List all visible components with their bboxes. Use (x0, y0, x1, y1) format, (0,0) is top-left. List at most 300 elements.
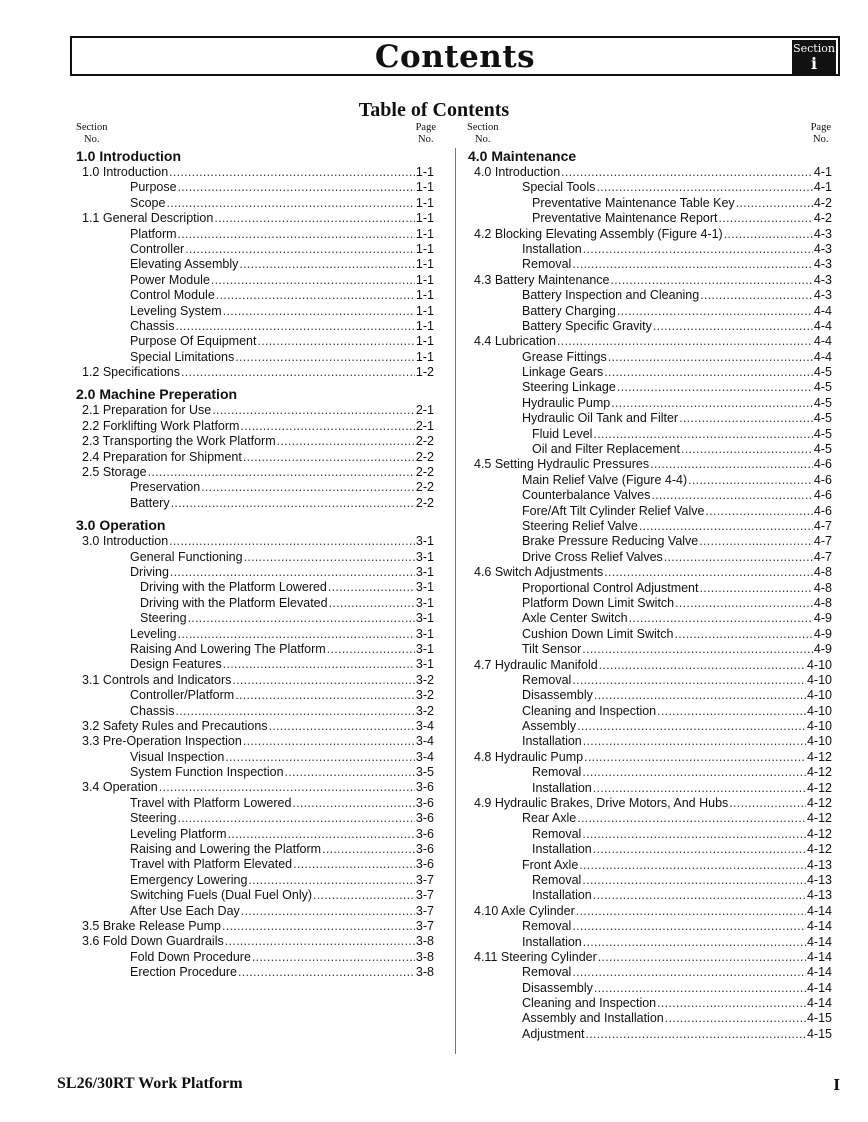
toc-entry-page: 1-1 (415, 257, 434, 272)
toc-entry[interactable] (466, 1011, 832, 1026)
toc-entry-page: 4-6 (813, 457, 832, 472)
toc-entry[interactable] (466, 380, 832, 395)
dot-leader (582, 873, 806, 888)
toc-entry-title: 4.9 Hydraulic Brakes, Drive Motors, And Hubs (474, 796, 729, 811)
toc-entry-title: Erection Procedure (130, 965, 238, 980)
toc-entry-title: 3.0 Introduction (82, 534, 169, 549)
toc-entry[interactable] (74, 965, 434, 980)
toc-entry[interactable] (74, 550, 434, 565)
dot-leader (593, 781, 806, 796)
toc-entry-page: 4-2 (813, 195, 832, 210)
toc-entry-title: Adjustment (522, 1026, 585, 1041)
toc-entry-page: 4-12 (806, 796, 832, 811)
dot-leader (239, 257, 415, 272)
toc-entry[interactable] (466, 411, 832, 426)
dot-leader (211, 273, 415, 288)
toc-entry-page: 4-6 (813, 488, 832, 503)
dot-leader (178, 227, 415, 242)
toc-entry[interactable] (74, 750, 434, 765)
toc-entry-page: 4-4 (813, 318, 832, 333)
toc-entry[interactable] (74, 288, 434, 303)
toc-entry-title: Chassis (130, 318, 175, 333)
toc-entry-page: 4-3 (813, 226, 832, 241)
dot-leader (700, 288, 813, 303)
toc-entry[interactable] (74, 904, 434, 919)
toc-entry-title: Steering Linkage (522, 380, 616, 395)
toc-entry[interactable] (74, 434, 434, 449)
toc-entry-page: 2-1 (415, 418, 434, 433)
toc-entry-title: Chassis (130, 703, 175, 718)
toc-entry[interactable] (74, 857, 434, 872)
toc-entry-page: 3-7 (415, 918, 434, 933)
toc-entry[interactable] (466, 257, 832, 272)
toc-entry-page: 4-12 (806, 780, 832, 795)
toc-entry[interactable] (466, 504, 832, 519)
toc-entry-page: 4-8 (813, 580, 832, 595)
toc-entry-page: 3-6 (415, 811, 434, 826)
toc-entry-page: 4-13 (806, 872, 832, 887)
dot-leader (329, 596, 415, 611)
dot-leader (593, 888, 806, 903)
toc-entry[interactable] (74, 934, 434, 949)
toc-entry[interactable] (466, 196, 832, 211)
toc-entry[interactable] (466, 473, 832, 488)
toc-entry[interactable] (466, 534, 832, 549)
dot-leader (653, 319, 813, 334)
toc-entry-page: 4-10 (806, 703, 832, 718)
toc-entry-title: Power Module (130, 272, 210, 287)
toc-entry-page: 1-1 (415, 303, 434, 318)
dot-leader (724, 227, 813, 242)
dot-leader (583, 734, 806, 749)
toc-entry-title: Raising And Lowering The Platform (130, 641, 326, 656)
toc-entry-title: Tilt Sensor (522, 642, 582, 657)
toc-entry-title: 3.3 Pre-Operation Inspection (82, 734, 242, 749)
toc-entry-title: Special Tools (522, 180, 596, 195)
toc-entry-page: 1-2 (415, 365, 434, 380)
toc-entry-page: 3-8 (415, 934, 434, 949)
dot-leader (557, 334, 813, 349)
toc-entry-page: 4-4 (813, 349, 832, 364)
dot-leader (561, 165, 813, 180)
toc-entry-page: 3-7 (415, 872, 434, 887)
toc-entry-page: 3-1 (415, 549, 434, 564)
page-number: I (833, 1075, 840, 1094)
dot-leader (238, 965, 415, 980)
toc-entry[interactable] (74, 165, 434, 180)
toc-entry[interactable] (74, 842, 434, 857)
toc-entry[interactable] (466, 750, 832, 765)
toc-entry[interactable] (466, 827, 832, 842)
toc-entry-page: 4-4 (813, 303, 832, 318)
toc-entry[interactable] (466, 211, 832, 226)
document-title: SL26/30RT Work Platform (57, 1075, 243, 1092)
toc-entry-page: 3-5 (415, 765, 434, 780)
toc-entry-title: Design Features (130, 657, 222, 672)
toc-entry[interactable] (466, 304, 832, 319)
toc-entry-title: Visual Inspection (130, 749, 225, 764)
dot-leader (679, 411, 813, 426)
toc-entry-title: After Use Each Day (130, 903, 240, 918)
toc-entry-title: 4.2 Blocking Elevating Assembly (Figure 4-1) (474, 226, 723, 241)
toc-entry[interactable] (466, 288, 832, 303)
toc-entry[interactable] (74, 827, 434, 842)
toc-entry-title: Fold Down Procedure (130, 949, 251, 964)
toc-entry[interactable] (74, 242, 434, 257)
toc-entry-title: Removal (522, 257, 572, 272)
dot-leader (681, 442, 813, 457)
toc-entry[interactable] (466, 642, 832, 657)
dot-leader (699, 581, 812, 596)
dot-leader (675, 596, 813, 611)
column-divider (455, 148, 456, 1054)
toc-entry-title: Drive Cross Relief Valves (522, 549, 663, 564)
toc-entry-page: 4-10 (806, 672, 832, 687)
toc-entry-title: Steering (130, 811, 177, 826)
toc-entry[interactable] (466, 904, 832, 919)
toc-entry[interactable] (74, 811, 434, 826)
toc-entry[interactable] (466, 673, 832, 688)
toc-entry[interactable] (466, 442, 832, 457)
toc-section-heading: 4.0 Maintenance (468, 148, 577, 164)
toc-entry-title: 4.4 Lubrication (474, 334, 557, 349)
dot-leader (178, 627, 415, 642)
toc-entry[interactable] (74, 180, 434, 195)
toc-left-column (74, 148, 434, 981)
toc-entry-page: 4-7 (813, 518, 832, 533)
toc-entry-title: Removal (532, 872, 582, 887)
toc-entry[interactable] (466, 396, 832, 411)
toc-entry-page: 4-12 (806, 826, 832, 841)
dot-leader (650, 457, 813, 472)
dot-leader (699, 534, 813, 549)
toc-entry[interactable] (466, 658, 832, 673)
dot-leader (572, 965, 806, 980)
toc-entry-page: 4-1 (813, 165, 832, 179)
toc-entry-title: Driving with the Platform Elevated (140, 595, 328, 610)
toc-entry-title: Hydraulic Oil Tank and Filter (522, 411, 679, 426)
toc-entry-title: Front Axle (522, 857, 579, 872)
dot-leader (243, 734, 415, 749)
toc-entry[interactable] (74, 534, 434, 549)
toc-entry-title: Control Module (130, 288, 215, 303)
toc-entry-title: Counterbalance Valves (522, 488, 651, 503)
toc-entry-title: Disassembly (522, 980, 593, 995)
toc-entry[interactable] (74, 211, 434, 226)
toc-title: Table of Contents (358, 99, 510, 121)
toc-entry[interactable] (74, 596, 434, 611)
toc-entry[interactable] (74, 796, 434, 811)
dot-leader (223, 304, 415, 319)
toc-entry[interactable] (74, 873, 434, 888)
dot-leader (729, 796, 806, 811)
toc-entry[interactable] (74, 304, 434, 319)
toc-entry-title: Disassembly (522, 688, 593, 703)
dot-leader (611, 396, 813, 411)
toc-entry[interactable] (466, 965, 832, 980)
toc-entry[interactable] (466, 227, 832, 242)
toc-entry[interactable] (74, 919, 434, 934)
toc-entry[interactable] (74, 450, 434, 465)
toc-entry-page: 3-6 (415, 795, 434, 810)
toc-entry[interactable] (74, 704, 434, 719)
toc-entry-page: 3-6 (415, 780, 434, 795)
page-no-header: Page No. (810, 122, 831, 145)
toc-entry[interactable] (466, 981, 832, 996)
toc-entry-title: 1.1 General Description (82, 211, 214, 226)
toc-entry-page: 3-4 (415, 718, 434, 733)
toc-entry-title: Battery Inspection and Cleaning (522, 288, 700, 303)
toc-entry-page: 4-10 (806, 734, 832, 749)
dot-leader (608, 350, 813, 365)
toc-entry-page: 4-10 (806, 719, 832, 734)
toc-entry[interactable] (74, 688, 434, 703)
toc-entry[interactable] (466, 919, 832, 934)
dot-leader (241, 904, 415, 919)
toc-entry-page: 4-15 (806, 1011, 832, 1026)
toc-entry[interactable] (466, 873, 832, 888)
toc-entry[interactable] (74, 257, 434, 272)
toc-entry[interactable] (466, 565, 832, 580)
toc-entry[interactable] (466, 734, 832, 749)
toc-entry[interactable] (74, 465, 434, 480)
toc-entry[interactable] (74, 734, 434, 749)
toc-entry-title: Assembly and Installation (522, 1011, 664, 1026)
dot-leader (665, 1011, 806, 1026)
toc-entry-title: 4.8 Hydraulic Pump (474, 749, 584, 764)
toc-entry[interactable] (74, 580, 434, 595)
toc-entry[interactable] (74, 657, 434, 672)
dot-leader (596, 180, 812, 195)
dot-leader (674, 627, 812, 642)
toc-entry-page: 3-1 (415, 641, 434, 656)
toc-entry[interactable] (74, 719, 434, 734)
toc-entry-page: 4-9 (813, 626, 832, 641)
toc-entry[interactable] (74, 673, 434, 688)
toc-entry[interactable] (74, 888, 434, 903)
toc-entry[interactable] (466, 242, 832, 257)
toc-entry-title: Battery Specific Gravity (522, 318, 652, 333)
toc-entry[interactable] (466, 796, 832, 811)
toc-entry[interactable] (466, 550, 832, 565)
toc-section-heading: 2.0 Machine Preperation (76, 386, 238, 403)
toc-entry[interactable] (466, 1027, 832, 1042)
toc-entry-title: Driving (130, 564, 169, 579)
toc-entry[interactable] (466, 765, 832, 780)
toc-entry[interactable] (466, 858, 832, 873)
toc-entry-title: Cleaning and Inspection (522, 703, 657, 718)
toc-entry[interactable] (466, 935, 832, 950)
toc-entry-title: Preventative Maintenance Table Key (532, 195, 735, 210)
dot-leader (579, 858, 806, 873)
dot-leader (244, 550, 415, 565)
toc-entry-title: Rear Axle (522, 811, 577, 826)
dot-leader (617, 380, 813, 395)
dot-leader (688, 473, 813, 488)
toc-entry-title: 2.3 Transporting the Work Platform (82, 434, 276, 449)
toc-entry-page: 3-1 (415, 534, 434, 549)
toc-entry[interactable] (74, 365, 434, 380)
toc-entry[interactable] (466, 596, 832, 611)
toc-entry-title: 4.7 Hydraulic Manifold (474, 657, 598, 672)
toc-entry-page: 4-15 (806, 1026, 832, 1041)
toc-entry[interactable] (74, 273, 434, 288)
page-no-header: Page No. (415, 122, 436, 145)
toc-entry-title: Elevating Assembly (130, 257, 239, 272)
dot-leader (292, 796, 415, 811)
toc-entry-title: 2.4 Preparation for Shipment (82, 449, 242, 464)
toc-entry[interactable] (466, 611, 832, 626)
toc-entry-title: Removal (522, 965, 572, 980)
toc-entry-title: General Functioning (130, 549, 243, 564)
toc-entry-page: 3-8 (415, 965, 434, 980)
dot-leader (572, 919, 806, 934)
toc-entry-title: Switching Fuels (Dual Fuel Only) (130, 888, 313, 903)
dot-leader (583, 242, 813, 257)
toc-entry-title: Installation (532, 842, 592, 857)
toc-entry-title: 2.5 Storage (82, 465, 147, 480)
toc-entry[interactable] (74, 350, 434, 365)
toc-entry[interactable] (74, 403, 434, 418)
toc-entry-page: 1-1 (415, 318, 434, 333)
toc-entry[interactable] (466, 996, 832, 1011)
toc-entry-page: 3-1 (415, 626, 434, 641)
toc-entry-title: Installation (522, 934, 582, 949)
toc-entry-page: 3-7 (415, 903, 434, 918)
dot-leader (313, 888, 415, 903)
dot-leader (166, 196, 414, 211)
toc-entry[interactable] (466, 950, 832, 965)
dot-leader (235, 350, 415, 365)
dot-leader (719, 211, 813, 226)
dot-leader (185, 242, 415, 257)
toc-entry-page: 1-1 (415, 195, 434, 210)
toc-entry[interactable] (74, 765, 434, 780)
toc-entry[interactable] (466, 781, 832, 796)
toc-entry-page: 1-1 (415, 165, 434, 179)
dot-leader (248, 873, 415, 888)
toc-entry[interactable] (466, 180, 832, 195)
toc-entry-page: 4-5 (813, 442, 832, 457)
dot-leader (159, 780, 415, 795)
dot-leader (582, 765, 806, 780)
toc-entry-title: 3.2 Safety Rules and Precautions (82, 718, 268, 733)
dot-leader (322, 842, 415, 857)
toc-entry[interactable] (466, 334, 832, 349)
toc-entry-title: 3.5 Brake Release Pump (82, 918, 221, 933)
toc-entry[interactable] (466, 688, 832, 703)
toc-entry-title: Preventative Maintenance Report (532, 211, 718, 226)
toc-entry[interactable] (74, 627, 434, 642)
toc-entry[interactable] (74, 611, 434, 626)
toc-entry-title: Grease Fittings (522, 349, 607, 364)
toc-entry[interactable] (74, 196, 434, 211)
toc-entry[interactable] (466, 627, 832, 642)
toc-entry[interactable] (74, 565, 434, 580)
dot-leader (657, 996, 806, 1011)
dot-leader (582, 642, 813, 657)
toc-entry-title: Purpose Of Equipment (130, 334, 257, 349)
toc-entry[interactable] (466, 165, 832, 180)
toc-entry-title: Cleaning and Inspection (522, 996, 657, 1011)
toc-entry-page: 3-8 (415, 949, 434, 964)
toc-entry-title: Steering Relief Valve (522, 518, 638, 533)
toc-entry-title: Driving with the Platform Lowered (140, 580, 327, 595)
toc-entry-page: 4-14 (806, 934, 832, 949)
dot-leader (598, 950, 806, 965)
toc-entry[interactable] (466, 811, 832, 826)
dot-leader (225, 750, 415, 765)
toc-entry-title: Removal (532, 765, 582, 780)
dot-leader (572, 673, 806, 688)
toc-entry-page: 1-1 (415, 288, 434, 303)
toc-entry[interactable] (466, 888, 832, 903)
toc-entry[interactable] (74, 780, 434, 795)
toc-entry[interactable] (466, 581, 832, 596)
toc-entry-page: 4-9 (813, 611, 832, 626)
toc-entry[interactable] (74, 334, 434, 349)
toc-entry-title: Scope (130, 195, 166, 210)
toc-entry[interactable] (466, 273, 832, 288)
toc-entry[interactable] (74, 496, 434, 511)
toc-entry-page: 3-2 (415, 688, 434, 703)
toc-entry[interactable] (466, 519, 832, 534)
toc-entry-page: 4-12 (806, 842, 832, 857)
toc-entry-title: 3.6 Fold Down Guardrails (82, 934, 224, 949)
dot-leader (232, 673, 415, 688)
toc-entry-page: 1-1 (415, 180, 434, 195)
toc-entry-page: 3-7 (415, 888, 434, 903)
dot-leader (285, 765, 415, 780)
toc-entry[interactable] (466, 350, 832, 365)
toc-entry[interactable] (466, 457, 832, 472)
toc-entry[interactable] (466, 427, 832, 442)
dot-leader (216, 288, 415, 303)
toc-entry[interactable] (74, 227, 434, 242)
dot-leader (572, 257, 813, 272)
toc-entry-page: 4-7 (813, 534, 832, 549)
toc-entry[interactable] (74, 419, 434, 434)
toc-entry-title: Linkage Gears (522, 365, 604, 380)
section-no-header: Section No. (467, 122, 499, 145)
section-no-header: Section No. (76, 122, 108, 145)
dot-leader (181, 365, 415, 380)
toc-entry[interactable] (74, 642, 434, 657)
dot-leader (222, 919, 415, 934)
toc-entry[interactable] (466, 842, 832, 857)
toc-entry[interactable] (74, 319, 434, 334)
dot-leader (593, 842, 806, 857)
toc-entry[interactable] (466, 719, 832, 734)
toc-entry[interactable] (466, 704, 832, 719)
toc-entry-page: 4-12 (806, 811, 832, 826)
toc-entry-page: 4-2 (813, 211, 832, 226)
toc-entry-page: 4-14 (806, 996, 832, 1011)
toc-entry-title: Cushion Down Limit Switch (522, 626, 674, 641)
toc-entry[interactable] (74, 480, 434, 495)
toc-entry[interactable] (466, 319, 832, 334)
toc-entry[interactable] (466, 488, 832, 503)
toc-entry-page: 4-5 (813, 365, 832, 380)
dot-leader (214, 211, 415, 226)
toc-entry-title: Travel with Platform Elevated (130, 857, 293, 872)
toc-entry-title: 2.1 Preparation for Use (82, 403, 212, 418)
dot-leader (617, 304, 813, 319)
toc-entry[interactable] (466, 365, 832, 380)
toc-entry-page: 4-10 (806, 657, 832, 672)
toc-entry[interactable] (74, 950, 434, 965)
toc-entry-title: Battery (130, 495, 170, 510)
